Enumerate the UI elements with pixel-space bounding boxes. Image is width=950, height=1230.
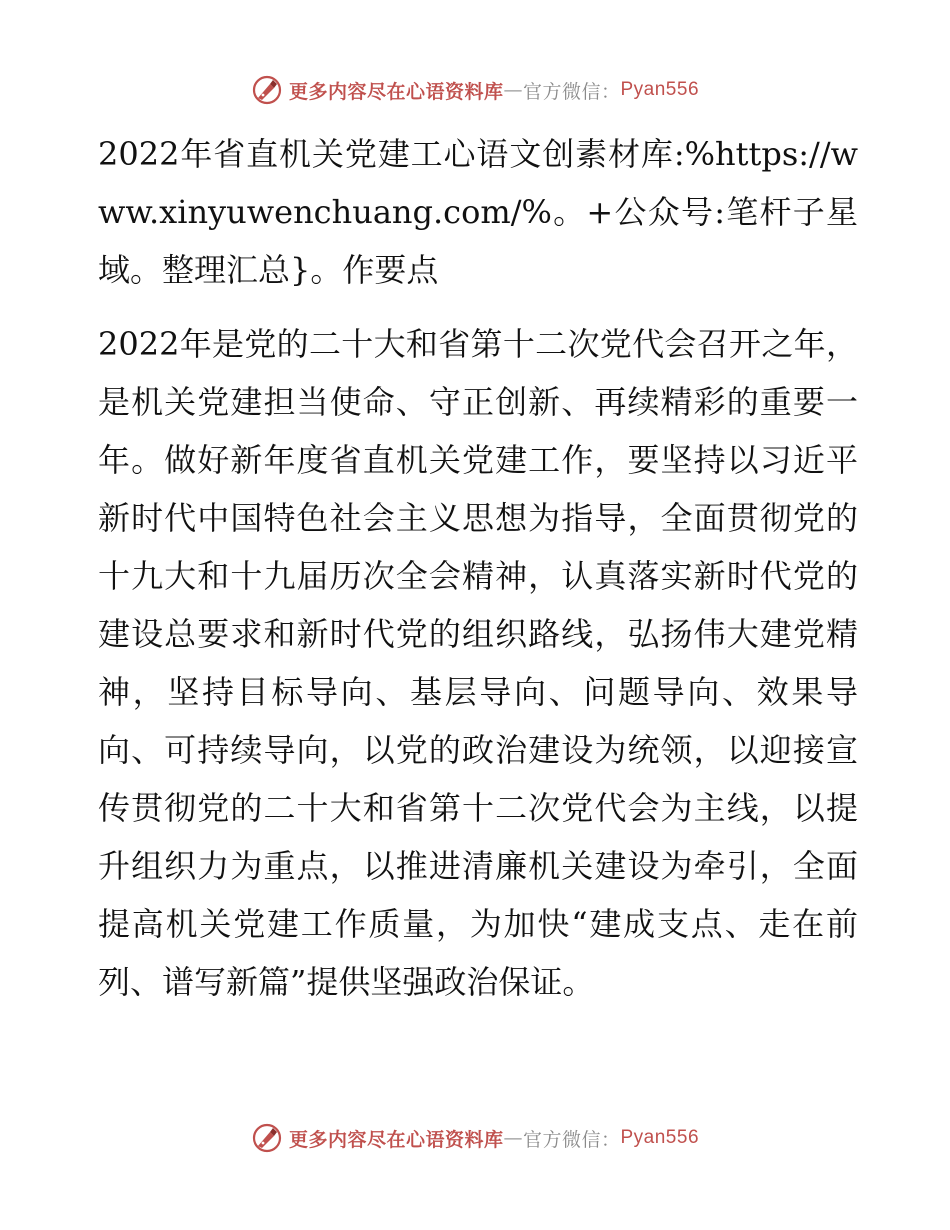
banner-main-text: 更多内容尽在心语资料库 [288,80,504,103]
header-banner [0,70,950,110]
banner-text [289,77,699,104]
footer-banner [0,1118,950,1158]
banner-text [289,1125,699,1152]
pen-nib-logo-icon [251,74,283,106]
banner-wechat-id: Pyan556 [620,1127,700,1148]
pen-nib-logo-icon [251,1122,283,1154]
banner-wechat-id: Pyan556 [620,79,700,100]
banner-official-label: 官方微信： [522,80,621,103]
banner-separator: — [503,79,523,101]
document-heading: 2022年省直机关党建工心语文创素材库:%https://www.xinyuwenchuang.com/%。+公众号:笔杆子星域。整理汇总}。作要点 [98,135,858,289]
banner-official-label: 官方微信： [522,1128,621,1151]
document-body [98,125,858,1011]
banner-separator: — [503,1127,523,1149]
banner-main-text: 更多内容尽在心语资料库 [288,1128,504,1151]
document-paragraph: 2022年是党的二十大和省第十二次党代会召开之年，是机关党建担当使命、守正创新、再续精彩的重要一年。做好新年度省直机关党建工作，要坚持以习近平新时代中国特色社会主义思想为指导，全面贯彻党的十九大和十九届历次全会精神，认真落实新时代党的建设总要求和新时代党的组织路线，弘扬伟大建党精神，坚持目标导向、基层导向、问题导向、效果导向、可持续导向，以党的政治建设为统领，以迎接宣传贯彻党的二十大和省第十二次党代会为主线，以提升组织力为重点，以推进清廉机关建设为牵引，全面提高机关党建工作质量，为加快“建成支点、走在前列、谱写新篇”提供坚强政治保证。 [98,325,858,1001]
